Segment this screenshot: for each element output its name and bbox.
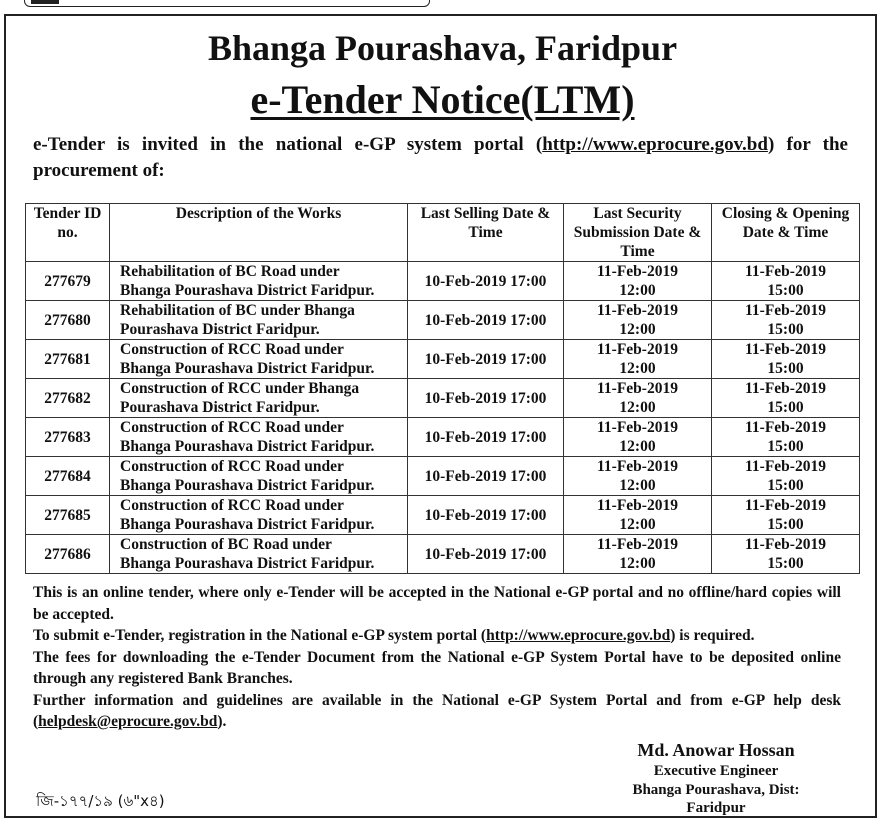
- closing-time: 15:00: [767, 516, 804, 533]
- description-line-1: Construction of RCC Road under: [120, 419, 344, 436]
- office-title: Bhanga Pourashava, Faridpur: [207, 28, 678, 68]
- closing-time: 15:00: [767, 399, 804, 416]
- security-date: 11-Feb-2019: [597, 302, 678, 319]
- last-security-cell: [564, 301, 712, 340]
- header-closing-opening: Closing & Opening Date & Time: [712, 204, 860, 262]
- tender-id-cell: [26, 457, 110, 496]
- description-cell: [110, 340, 408, 379]
- security-date: 11-Feb-2019: [597, 380, 678, 397]
- last-selling-cell: [408, 379, 564, 418]
- security-date: 11-Feb-2019: [597, 458, 678, 475]
- tender-id-cell: [26, 262, 110, 301]
- description-cell: [110, 457, 408, 496]
- security-time: 12:00: [619, 399, 656, 416]
- table-row: [26, 535, 860, 574]
- last-selling-datetime: 10-Feb-2019 17:00: [424, 545, 547, 563]
- table-row: [26, 496, 860, 535]
- security-date: 11-Feb-2019: [597, 263, 678, 280]
- registration-link[interactable]: http://www.eprocure.gov.bd: [486, 627, 671, 644]
- publication-reference: জি-১৭৭/১৯ (৬"x৪): [36, 792, 165, 810]
- description-line-2: Pourashava District Faridpur.: [120, 321, 320, 338]
- description-line-2: Bhanga Pourashava District Faridpur.: [120, 555, 375, 572]
- tender-table: [25, 203, 860, 574]
- header-description: Description of the Works: [110, 204, 408, 262]
- tender-id-cell: [26, 379, 110, 418]
- closing-opening-cell: [712, 262, 860, 301]
- table-row: [26, 301, 860, 340]
- tender-id: 277686: [44, 545, 91, 563]
- closing-opening-cell: [712, 535, 860, 574]
- last-security-cell: [564, 340, 712, 379]
- last-selling-cell: [408, 340, 564, 379]
- description-line-1: Rehabilitation of BC under Bhanga: [120, 302, 355, 319]
- top-border-stub: [31, 0, 59, 4]
- tender-id: 277681: [44, 350, 91, 368]
- closing-date: 11-Feb-2019: [745, 497, 826, 514]
- description-line-2: Bhanga Pourashava District Faridpur.: [120, 516, 375, 533]
- closing-time: 15:00: [767, 321, 804, 338]
- last-security-cell: [564, 262, 712, 301]
- closing-time: 15:00: [767, 360, 804, 377]
- security-time: 12:00: [619, 321, 656, 338]
- note-helpdesk-before: Further information and guidelines are available in the National e-GP System Portal and from e-GP help desk (: [33, 691, 841, 730]
- description-line-1: Construction of RCC Road under: [120, 341, 344, 358]
- table-header-row: [26, 204, 860, 262]
- signatory-office: Bhanga Pourashava, Dist:: [632, 781, 800, 798]
- header-last-selling: Last Selling Date & Time: [408, 204, 564, 262]
- note-helpdesk: [33, 690, 841, 733]
- closing-opening-cell: [712, 340, 860, 379]
- closing-date: 11-Feb-2019: [745, 263, 826, 280]
- note-online-only: This is an online tender, where only e-Tender will be accepted in the National e-GP portal and no offline/hard copies will be accepted.: [33, 584, 841, 623]
- note-helpdesk-after: ).: [217, 713, 227, 730]
- description-line-1: Construction of RCC Road under: [120, 458, 344, 475]
- last-selling-cell: [408, 262, 564, 301]
- security-time: 12:00: [619, 282, 656, 299]
- security-date: 11-Feb-2019: [597, 536, 678, 553]
- last-selling-cell: [408, 301, 564, 340]
- description-cell: [110, 262, 408, 301]
- last-security-cell: [564, 496, 712, 535]
- closing-opening-cell: [712, 457, 860, 496]
- last-selling-datetime: 10-Feb-2019 17:00: [424, 311, 547, 329]
- description-cell: [110, 418, 408, 457]
- intro-text-before: e-Tender is invited in the national e-GP system portal (: [33, 134, 543, 155]
- last-security-cell: [564, 535, 712, 574]
- security-time: 12:00: [619, 516, 656, 533]
- description-line-2: Bhanga Pourashava District Faridpur.: [120, 282, 375, 299]
- last-selling-datetime: 10-Feb-2019 17:00: [424, 272, 547, 290]
- closing-time: 15:00: [767, 282, 804, 299]
- last-selling-cell: [408, 457, 564, 496]
- description-line-1: Construction of BC Road under: [120, 536, 332, 553]
- last-selling-datetime: 10-Feb-2019 17:00: [424, 467, 547, 485]
- signatory-district: Faridpur: [686, 800, 746, 816]
- closing-opening-cell: [712, 496, 860, 535]
- security-date: 11-Feb-2019: [597, 341, 678, 358]
- security-time: 12:00: [619, 555, 656, 572]
- description-line-2: Bhanga Pourashava District Faridpur.: [120, 360, 375, 377]
- tender-id: 277683: [44, 428, 91, 446]
- closing-opening-cell: [712, 418, 860, 457]
- note-fees: The fees for downloading the e-Tender Document from the National e-GP System Portal have to be deposited online through any registered Bank Branches.: [33, 648, 841, 687]
- table-row: [26, 457, 860, 496]
- note-registration: [33, 625, 841, 647]
- intro-text-after: ) for the procurement of:: [33, 134, 848, 181]
- tender-id-cell: [26, 340, 110, 379]
- security-date: 11-Feb-2019: [597, 497, 678, 514]
- closing-opening-cell: [712, 379, 860, 418]
- closing-opening-cell: [712, 301, 860, 340]
- notes-section: [33, 582, 841, 733]
- last-selling-cell: [408, 418, 564, 457]
- tender-id: 277680: [44, 311, 91, 329]
- description-line-1: Rehabilitation of BC Road under: [120, 263, 340, 280]
- closing-time: 15:00: [767, 477, 804, 494]
- tender-id-cell: [26, 418, 110, 457]
- description-line-1: Construction of RCC Road under: [120, 497, 344, 514]
- last-selling-datetime: 10-Feb-2019 17:00: [424, 350, 547, 368]
- description-line-2: Bhanga Pourashava District Faridpur.: [120, 477, 375, 494]
- intro-paragraph: [33, 132, 848, 184]
- header-last-security: Last Security Submission Date & Time: [564, 204, 712, 262]
- description-line-1: Construction of RCC under Bhanga: [120, 380, 360, 397]
- signatory-designation: Executive Engineer: [653, 763, 779, 779]
- signature-block: [600, 738, 832, 818]
- header-tender-id: Tender ID no.: [26, 204, 110, 262]
- description-cell: [110, 379, 408, 418]
- last-selling-cell: [408, 535, 564, 574]
- description-line-2: Bhanga Pourashava District Faridpur.: [120, 438, 375, 455]
- last-selling-datetime: 10-Feb-2019 17:00: [424, 428, 547, 446]
- closing-date: 11-Feb-2019: [745, 458, 826, 475]
- security-time: 12:00: [619, 360, 656, 377]
- last-selling-cell: [408, 496, 564, 535]
- table-row: [26, 418, 860, 457]
- description-line-2: Pourashava District Faridpur.: [120, 399, 320, 416]
- top-border-fragment: [24, 0, 430, 7]
- tender-id-cell: [26, 496, 110, 535]
- note-registration-before: To submit e-Tender, registration in the National e-GP system portal (: [33, 627, 487, 644]
- last-security-cell: [564, 418, 712, 457]
- signatory-name: Md. Anowar Hossan: [637, 740, 795, 760]
- table-row: [26, 379, 860, 418]
- closing-date: 11-Feb-2019: [745, 302, 826, 319]
- security-time: 12:00: [619, 477, 656, 494]
- security-date: 11-Feb-2019: [597, 419, 678, 436]
- tender-id: 277685: [44, 506, 91, 524]
- notice-title: [0, 76, 885, 124]
- table-row: [26, 262, 860, 301]
- description-cell: [110, 535, 408, 574]
- table-row: [26, 340, 860, 379]
- last-selling-datetime: 10-Feb-2019 17:00: [424, 506, 547, 524]
- closing-date: 11-Feb-2019: [745, 536, 826, 553]
- description-cell: [110, 301, 408, 340]
- note-registration-after: ) is required.: [670, 627, 755, 644]
- description-cell: [110, 496, 408, 535]
- tender-id-cell: [26, 301, 110, 340]
- closing-time: 15:00: [767, 555, 804, 572]
- last-selling-datetime: 10-Feb-2019 17:00: [424, 389, 547, 407]
- helpdesk-email-link[interactable]: helpdesk@eprocure.gov.bd: [38, 713, 218, 730]
- tender-id: 277684: [44, 467, 91, 485]
- tender-id: 277682: [44, 389, 91, 407]
- closing-date: 11-Feb-2019: [745, 341, 826, 358]
- last-security-cell: [564, 379, 712, 418]
- tender-id-cell: [26, 535, 110, 574]
- last-security-cell: [564, 457, 712, 496]
- closing-date: 11-Feb-2019: [745, 380, 826, 397]
- tender-id: 277679: [44, 272, 91, 290]
- notice-title-text: e-Tender Notice(LTM): [250, 77, 635, 122]
- closing-time: 15:00: [767, 438, 804, 455]
- eprocure-link[interactable]: http://www.eprocure.gov.bd: [542, 134, 768, 155]
- closing-date: 11-Feb-2019: [745, 419, 826, 436]
- security-time: 12:00: [619, 438, 656, 455]
